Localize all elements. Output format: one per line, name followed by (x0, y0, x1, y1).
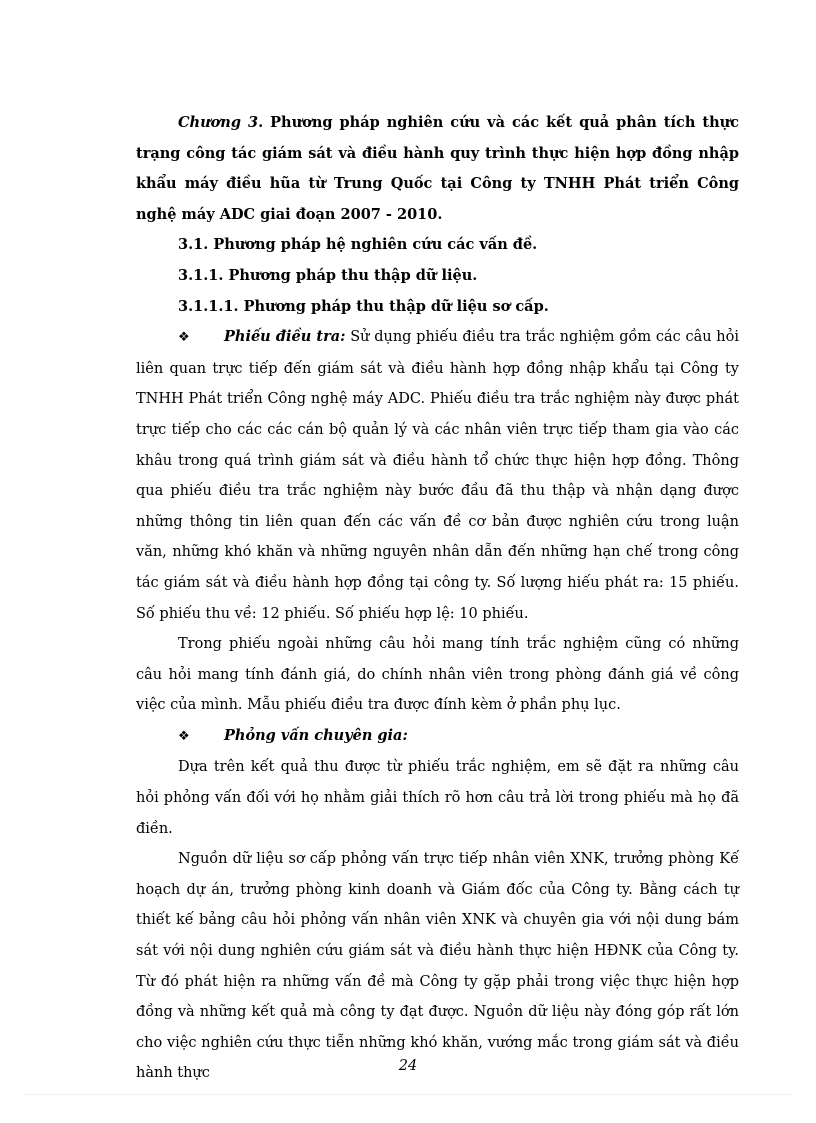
survey-label: Phiếu điều tra: (224, 328, 346, 346)
footer-divider (22, 1094, 794, 1095)
page-number: 24 (398, 1058, 418, 1074)
section-heading-3-1-1-1: 3.1.1.1. Phương pháp thu thập dữ liệu sơ cấp. (178, 297, 549, 315)
survey-text: Sử dụng phiếu điều tra trắc nghiệm gồm các câu hỏi liên quan trực tiếp đến giám sát và điều hành hợp đồng nhập khẩu tại Công ty TNHH Phát triển Công nghệ máy ADC. Phiếu điều tra trắc nghiệm này được phát trực tiếp cho các các cán bộ quản lý và các nhân viên trực tiếp tham gia vào các khâu trong quá trình giám sát và điều hành tổ chức thực hiện hợp đồng. Thông qua phiếu điều tra trắc nghiệm này bước đầu đã thu thập và nhận dạng được những thông tin liên quan đến các vấn đề cơ bản được nghiên cứu trong luận văn, những khó khăn và những nguyên nhân dẫn đến những hạn chế trong công tác giám sát và điều hành hợp đồng tại công ty. Số lượng hiếu phát ra: 15 phiếu. Số phiếu thu về: 12 phiếu. Số phiếu hợp lệ: 10 phiếu. (136, 329, 739, 622)
page-content (136, 108, 739, 1089)
section-heading-3-1: 3.1. Phương pháp hệ nghiên cứu các vấn đề. (178, 236, 538, 254)
diamond-bullet-icon: ❖ (178, 330, 190, 346)
interview-label: Phỏng vấn chuyên gia: (224, 726, 408, 744)
chapter-heading (136, 108, 739, 230)
diamond-bullet-icon: ❖ (178, 728, 190, 744)
interview-paragraph-2: Nguồn dữ liệu sơ cấp phỏng vấn trực tiếp nhân viên XNK, trưởng phòng Kế hoạch dự án, trưởng phòng kinh doanh và Giám đốc của Công ty. Bằng cách tự thiết kế bảng câu hỏi phỏng vấn nhân viên XNK và chuyên gia với nội dung bám sát với nội dung nghiên cứu giám sát và điều hành thực hiện HĐNK của Công ty. Từ đó phát hiện ra những vấn đề mà Công ty gặp phải trong việc thực hiện hợp đồng và những kết quả mà công ty đạt được. Nguồn dữ liệu này đóng góp rất lớn cho việc nghiên cứu thực tiễn những khó khăn, vướng mắc trong giám sát và điều hành thực (136, 851, 739, 1082)
chapter-label: Chương 3 (178, 114, 259, 131)
survey-extra-paragraph: Trong phiếu ngoài những câu hỏi mang tính trắc nghiệm cũng có những câu hỏi mang tính đánh giá, do chính nhân viên trong phòng đánh giá về công việc của mình. Mẫu phiếu điều tra được đính kèm ở phần phụ lục. (136, 636, 739, 714)
section-heading-3-1-1: 3.1.1. Phương pháp thu thập dữ liệu. (178, 266, 478, 284)
interview-paragraph-1: Dựa trên kết quả thu được từ phiếu trắc nghiệm, em sẽ đặt ra những câu hỏi phỏng vấn đối với họ nhằm giải thích rõ hơn câu trả lời trong phiếu mà họ đã điền. (136, 759, 739, 837)
chapter-title: . Phương pháp nghiên cứu và các kết quả phân tích thực trạng công tác giám sát và điều hành quy trình thực hiện hợp đồng nhập khẩu máy điều hũa từ Trung Quốc tại Công ty TNHH Phát triển Công nghệ máy ADC giai đoạn 2007 - 2010. (136, 114, 739, 223)
interview-heading (136, 721, 739, 753)
survey-paragraph (136, 322, 739, 629)
